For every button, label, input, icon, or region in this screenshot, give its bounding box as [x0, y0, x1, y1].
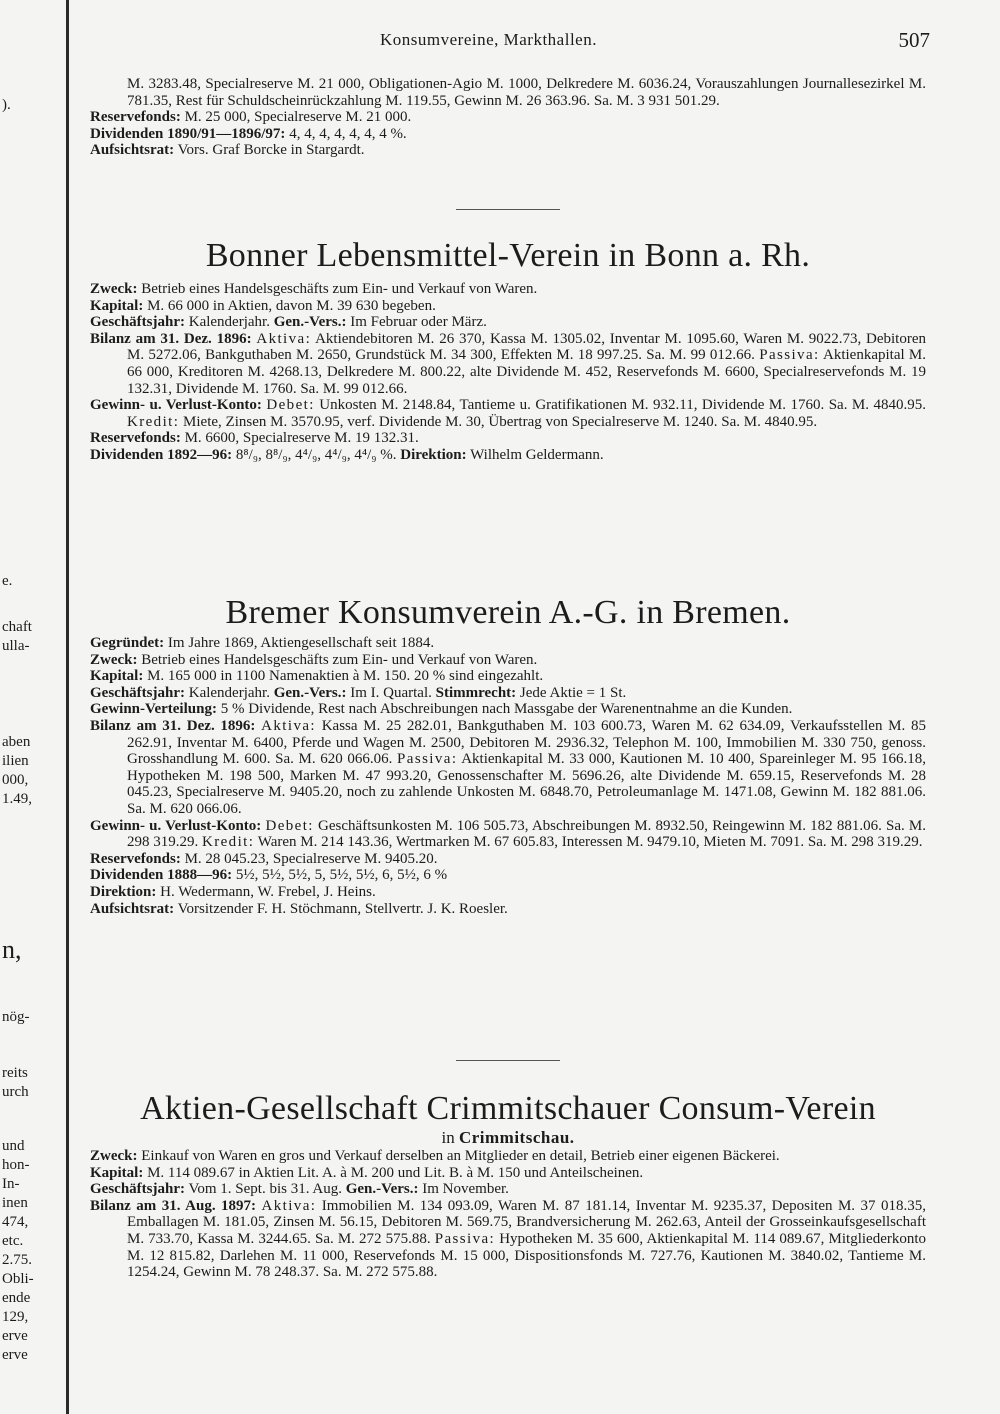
field-value: 4, 4, 4, 4, 4, 4, 4 %. [285, 125, 407, 142]
field-label: Zweck: [90, 281, 138, 297]
field-label: Bilanz am 31. Dez. 1896: [90, 330, 252, 347]
field-label: Kapital: [90, 1164, 144, 1181]
capital [90, 1165, 926, 1182]
margin-fragment: aben [2, 734, 31, 750]
field-label: Direktion: [400, 446, 467, 463]
profit-distribution [90, 701, 926, 718]
field-value: Im I. Quartal. [346, 684, 432, 701]
profit-loss-account [90, 397, 926, 430]
field-value: Aktienkapital M. 66 000, Kreditoren M. 4268.13, Delkredere M. 800.22, alte Dividende M. 452, Reservefonds M. 6600, Specialreservefonds M. 19 132.31, Dividende M. 1760. Sa. M. 99 012.66. [127, 347, 927, 397]
dividends [90, 447, 926, 464]
field-label: Direktion: [90, 883, 157, 900]
field-label: Dividenden 1890/91—1896/97: [90, 125, 286, 142]
field-value: Kalenderjahr. [184, 684, 270, 701]
field-label: Zweck: [90, 1148, 138, 1164]
location-city: Crimmitschau. [458, 1128, 575, 1147]
margin-fragment: 000, [2, 772, 29, 788]
field-value: Unkosten M. 2148.84, Tantieme u. Gratifikationen M. 932.11, Dividende M. 1760. Sa. M. 4840.95. [314, 397, 926, 414]
margin-fragment: In- [2, 1176, 20, 1192]
margin-fragment: inen [2, 1195, 28, 1211]
margin-fragment: ilien [2, 753, 29, 769]
reserve-funds [90, 851, 926, 868]
field-label: Gegründet: [90, 635, 165, 651]
margin-fragment: 1.49, [2, 791, 32, 807]
entry-bonn [90, 237, 926, 464]
capital [90, 668, 926, 685]
field-value: M. 165 000 in 1100 Namenaktien à M. 150. 20 % sind eingezahlt. [143, 668, 544, 685]
debit-label: Debet: [266, 397, 315, 414]
margin-fragment: hon- [2, 1157, 30, 1173]
supervisory-board [90, 901, 926, 918]
field-label: Stimmrecht: [435, 684, 517, 701]
field-value: M. 25 000, Specialreserve M. 21 000. [180, 109, 412, 126]
field-value: Im Jahre 1869, Aktiengesellschaft seit 1884. [164, 635, 435, 651]
margin-fragment: nög- [2, 1009, 30, 1025]
field-value: Miete, Zinsen M. 3570.95, verf. Dividende M. 30, Übertrag von Specialreserve M. 1240. Sa. M. 4840.95. [179, 413, 818, 430]
field-value: Vom 1. Sept. bis 31. Aug. [184, 1181, 342, 1198]
margin-fragment: ). [2, 97, 11, 113]
margin-fragment: etc. [2, 1233, 24, 1249]
field-value: Vorsitzender F. H. Stöchmann, Stellvertr. J. K. Roesler. [174, 900, 508, 917]
fiscal-year [90, 685, 926, 702]
field-value: Jede Aktie = 1 St. [516, 684, 627, 701]
section-divider [456, 1060, 560, 1061]
margin-fragment: Obli- [2, 1271, 34, 1287]
field-label: Geschäftsjahr: [90, 314, 185, 331]
balance-sheet [90, 1198, 926, 1281]
field-label: Geschäftsjahr: [90, 1181, 185, 1198]
running-title: Konsumvereine, Markthallen. [380, 30, 597, 49]
entry-crimmitschau [90, 1090, 926, 1281]
field-label: Reservefonds: [90, 850, 181, 867]
purpose [90, 281, 926, 298]
field-value: Waren M. 214 143.36, Wertmarken M. 67 605.83, Interessen M. 9479.10, Mieten M. 7091. Sa. M. 298 319.29. [254, 834, 923, 851]
field-value: Im Februar oder März. [346, 314, 487, 331]
field-value: Aktiendebitoren M. 26 370, Kassa M. 1305.02, Inventar M. 1095.60, Waren M. 9022.73, Debitoren M. 5272.06, Bankguthaben M. 2650, Grundstück M. 34 300, Effekten M. 18 997.25. Sa. M. 99 012.66. [127, 330, 927, 364]
assets-label: Aktiva: [261, 717, 316, 734]
dividends [90, 126, 926, 143]
field-value: Kassa M. 25 282.01, Bankguthaben M. 103 600.73, Waren M. 62 634.09, Verkaufsstellen M. 85 262.91, Inventar M. 6400, Pferde und Wagen M. 2500, Debitoren M. 2936.32, Telephon M. 100, Immobilien M. 330 750, genoss. Grosshandlung M. 600. Sa. M. 620 066.06. [127, 717, 927, 768]
field-value: Hypotheken M. 35 600, Aktienkapital M. 114 089.67, Mitgliederkonto M. 12 815.82, Darlehen M. 11 000, Reservefonds M. 15 000, Dispositionsfonds M. 727.76, Kautionen M. 3840.02, Tantieme M. 1254.24, Gewinn M. 78 248.37. Sa. M. 272 575.88. [127, 1230, 927, 1281]
supervisory-board [90, 142, 926, 159]
section-divider [456, 209, 560, 210]
reserve-funds [90, 109, 926, 126]
field-label: Gen.-Vers.: [273, 314, 347, 331]
liabilities-label: Passiva: [434, 1230, 496, 1247]
liabilities-label: Passiva: [759, 347, 820, 364]
field-label: Gen.-Vers.: [273, 684, 347, 701]
fiscal-year [90, 1181, 926, 1198]
margin-fragment: ende [2, 1290, 31, 1306]
balance-sheet [90, 331, 926, 397]
field-label: Bilanz am 31. Dez. 1896: [90, 717, 256, 734]
balance-sheet [90, 718, 926, 818]
field-label: Gewinn-Verteilung: [90, 701, 217, 718]
margin-fragment: ulla- [2, 638, 30, 654]
field-value: Vors. Graf Borcke in Stargardt. [174, 142, 365, 159]
field-label: Kapital: [90, 668, 144, 685]
margin-fragment: erve [2, 1328, 28, 1344]
margin-fragment: 2.75. [2, 1252, 32, 1268]
reserve-funds [90, 430, 926, 447]
fiscal-year [90, 314, 926, 331]
liabilities-label: Passiva: [397, 751, 458, 768]
margin-fragment: e. [2, 573, 13, 589]
page-number: 507 [898, 28, 930, 52]
assets-label: Aktiva: [261, 1197, 317, 1214]
gutter-rule [66, 0, 69, 1414]
field-value: Im November. [418, 1181, 509, 1198]
margin-fragment: erve [2, 1347, 28, 1363]
management [90, 884, 926, 901]
field-value: Einkauf von Waren en gros und Verkauf derselben an Mitglieder en detail, Betrieb einer eigenen Bäckerei. [137, 1148, 780, 1164]
field-label: Zweck: [90, 651, 138, 668]
field-label: Bilanz am 31. Aug. 1897: [90, 1197, 257, 1214]
capital [90, 298, 926, 315]
assets-label: Aktiva: [256, 330, 312, 347]
dividends [90, 867, 926, 884]
founded [90, 635, 926, 652]
field-label: Kapital: [90, 297, 144, 314]
field-value: Kalenderjahr. [184, 314, 270, 331]
entry-title: Bonner Lebensmittel-Verein in Bonn a. Rh. [205, 237, 811, 274]
field-value: M. 66 000 in Aktien, davon M. 39 630 begeben. [143, 297, 436, 314]
margin-fragment: n, [2, 935, 22, 964]
purpose [90, 1148, 926, 1165]
previous-entry-continuation [90, 76, 926, 159]
field-value: M. 114 089.67 in Aktien Lit. A. à M. 200 und Lit. B. à M. 150 und Anteilscheinen. [143, 1164, 644, 1181]
field-label: Reservefonds: [90, 430, 181, 447]
field-value: 5 % Dividende, Rest nach Abschreibungen nach Massgabe der Warenentnahme an die Kunden. [216, 701, 793, 718]
field-value: Geschäftsunkosten M. 106 505.73, Abschreibungen M. 8932.50, Reingewinn M. 182 881.06. Sa. M. 298 319.29. [127, 817, 927, 851]
field-value: Betrieb eines Handelsgeschäfts zum Ein- und Verkauf von Waren. [137, 651, 538, 668]
field-value: 8⁸/₉, 8⁸/₉, 4⁴/₉, 4⁴/₉, 4⁴/₉ %. [232, 446, 397, 463]
margin-fragment: 474, [2, 1214, 29, 1230]
field-value: 5½, 5½, 5½, 5, 5½, 5½, 6, 5½, 6 % [232, 867, 448, 884]
field-label: Reservefonds: [90, 109, 181, 126]
entry-bremen [90, 594, 926, 917]
field-value: Aktienkapital M. 33 000, Kautionen M. 10 400, Spareinleger M. 95 166.18, Hypotheken M. 198 500, Marken M. 47 993.20, Genossenschafter M. 5696.26, alte Dividende M. 659.15, Reservefonds M. 28 045.23, Specialreserve M. 9405.20, noch zu zahlende Unkosten M. 6848.70, Petroleumanlage M. 1471.08, Gewinn M. 182 881.06. Sa. M. 620 066.06. [127, 751, 927, 817]
margin-fragment: urch [2, 1084, 29, 1100]
profit-loss-account [90, 818, 926, 851]
purpose [90, 652, 926, 669]
field-label: Aufsichtsrat: [90, 900, 175, 917]
field-label: Gewinn- u. Verlust-Konto: [90, 397, 262, 414]
field-value: M. 28 045.23, Specialreserve M. 9405.20. [180, 850, 438, 867]
entry-title: Bremer Konsumverein A.-G. in Bremen. [225, 594, 791, 631]
credit-label: Kredit: [202, 834, 255, 851]
field-label: Dividenden 1888—96: [90, 867, 233, 884]
entry-location [90, 1128, 926, 1148]
field-label: Gen.-Vers.: [345, 1181, 419, 1198]
balance-continuation: M. 3283.48, Specialreserve M. 21 000, Obligationen-Agio M. 1000, Delkredere M. 6036.24, Vorauszahlungen Journallesezirkel M. 781.35, Rest für Schuldscheinrückzahlung M. 119.55, Gewinn M. 26 363.96. Sa. M. 3 931 501.29. [127, 76, 926, 109]
field-label: Aufsichtsrat: [90, 142, 175, 159]
field-value: H. Wedermann, W. Frebel, J. Heins. [156, 883, 376, 900]
margin-fragment: reits [2, 1065, 28, 1081]
field-value: Wilhelm Geldermann. [466, 446, 604, 463]
credit-label: Kredit: [127, 413, 180, 430]
field-label: Dividenden 1892—96: [90, 446, 233, 463]
field-label: Geschäftsjahr: [90, 684, 185, 701]
field-value: M. 6600, Specialreserve M. 19 132.31. [180, 430, 419, 447]
field-label: Gewinn- u. Verlust-Konto: [90, 817, 262, 834]
entry-title: Aktien-Gesellschaft Crimmitschauer Consum-Verein [140, 1090, 876, 1127]
margin-fragment: chaft [2, 619, 32, 635]
margin-fragment: und [2, 1138, 25, 1154]
field-value: Betrieb eines Handelsgeschäfts zum Ein- und Verkauf von Waren. [137, 281, 538, 297]
location-prefix: in [441, 1128, 459, 1147]
debit-label: Debet: [265, 817, 314, 834]
field-value: Immobilien M. 134 093.09, Waren M. 87 181.14, Inventar M. 9235.37, Depositen M. 37 018.35, Emballagen M. 181.05, Zinsen M. 56.15, Debitoren M. 569.75, Brandversicherung M. 262.63, Anteil der Grosseinkaufsgesellschaft M. 733.70, Kassa M. 3244.65. Sa. M. 272 575.88. [127, 1197, 926, 1247]
margin-fragment: 129, [2, 1309, 29, 1325]
